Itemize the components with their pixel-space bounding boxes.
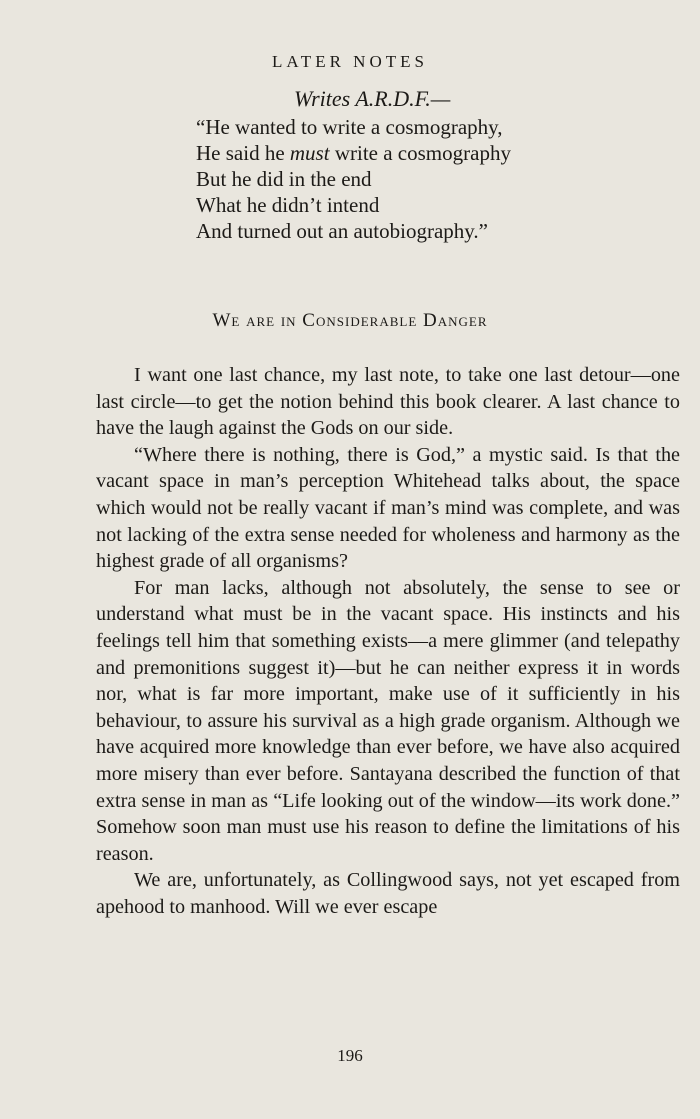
verse-attribution: Writes A.R.D.F.—	[294, 86, 451, 111]
verse-line	[196, 140, 511, 166]
verse-line: And turned out an autobiography.”	[196, 219, 488, 243]
paragraph: We are, unfortunately, as Collingwood says, not yet escaped from apehood to manhood. Will we ever escape	[96, 869, 680, 918]
verse-line-part: He said he	[196, 141, 290, 165]
paragraph: For man lacks, although not absolutely, the sense to see or understand what must be in the vacant space. His instincts and his feelings tell him that something exists—a mere glimmer (and telepathy and premonitions suggest it)—but he can neither express it in words nor, what is far more important, make use of it sufficiently in his behaviour, to assure his survival as a high grade organism. Although we have acquired more knowledge than ever before, we have also acquired more misery than ever before. Santayana described the function of that extra sense in man as “Life looking out of the window—its work done.” Somehow soon man must use his reason to define the limitations of his reason.	[96, 576, 680, 865]
paragraph: I want one last chance, my last note, to take one last detour—one last circle—to get the notion behind this book clearer. A last chance to have the laugh against the Gods on our side.	[96, 364, 680, 440]
body-text	[96, 362, 680, 920]
page-number: 196	[337, 1046, 363, 1065]
verse-line: But he did in the end	[196, 167, 372, 191]
verse-line: What he didn’t intend	[196, 193, 380, 217]
running-head: LATER NOTES	[272, 52, 428, 71]
verse-line: “He wanted to write a cosmography,	[196, 115, 503, 139]
verse-line-part: write a cosmography	[329, 141, 511, 165]
paragraph: “Where there is nothing, there is God,” a mystic said. Is that the vacant space in man’s perception Whitehead talks about, the space which would not be really vacant if man’s mind was complete, and was not lacking of the extra sense needed for wholeness and harmony as the highest grade of all organisms?	[96, 443, 680, 573]
section-title: We are in Considerable Danger	[212, 310, 488, 331]
verse-block	[196, 86, 511, 244]
verse-emphasis: must	[289, 141, 330, 165]
